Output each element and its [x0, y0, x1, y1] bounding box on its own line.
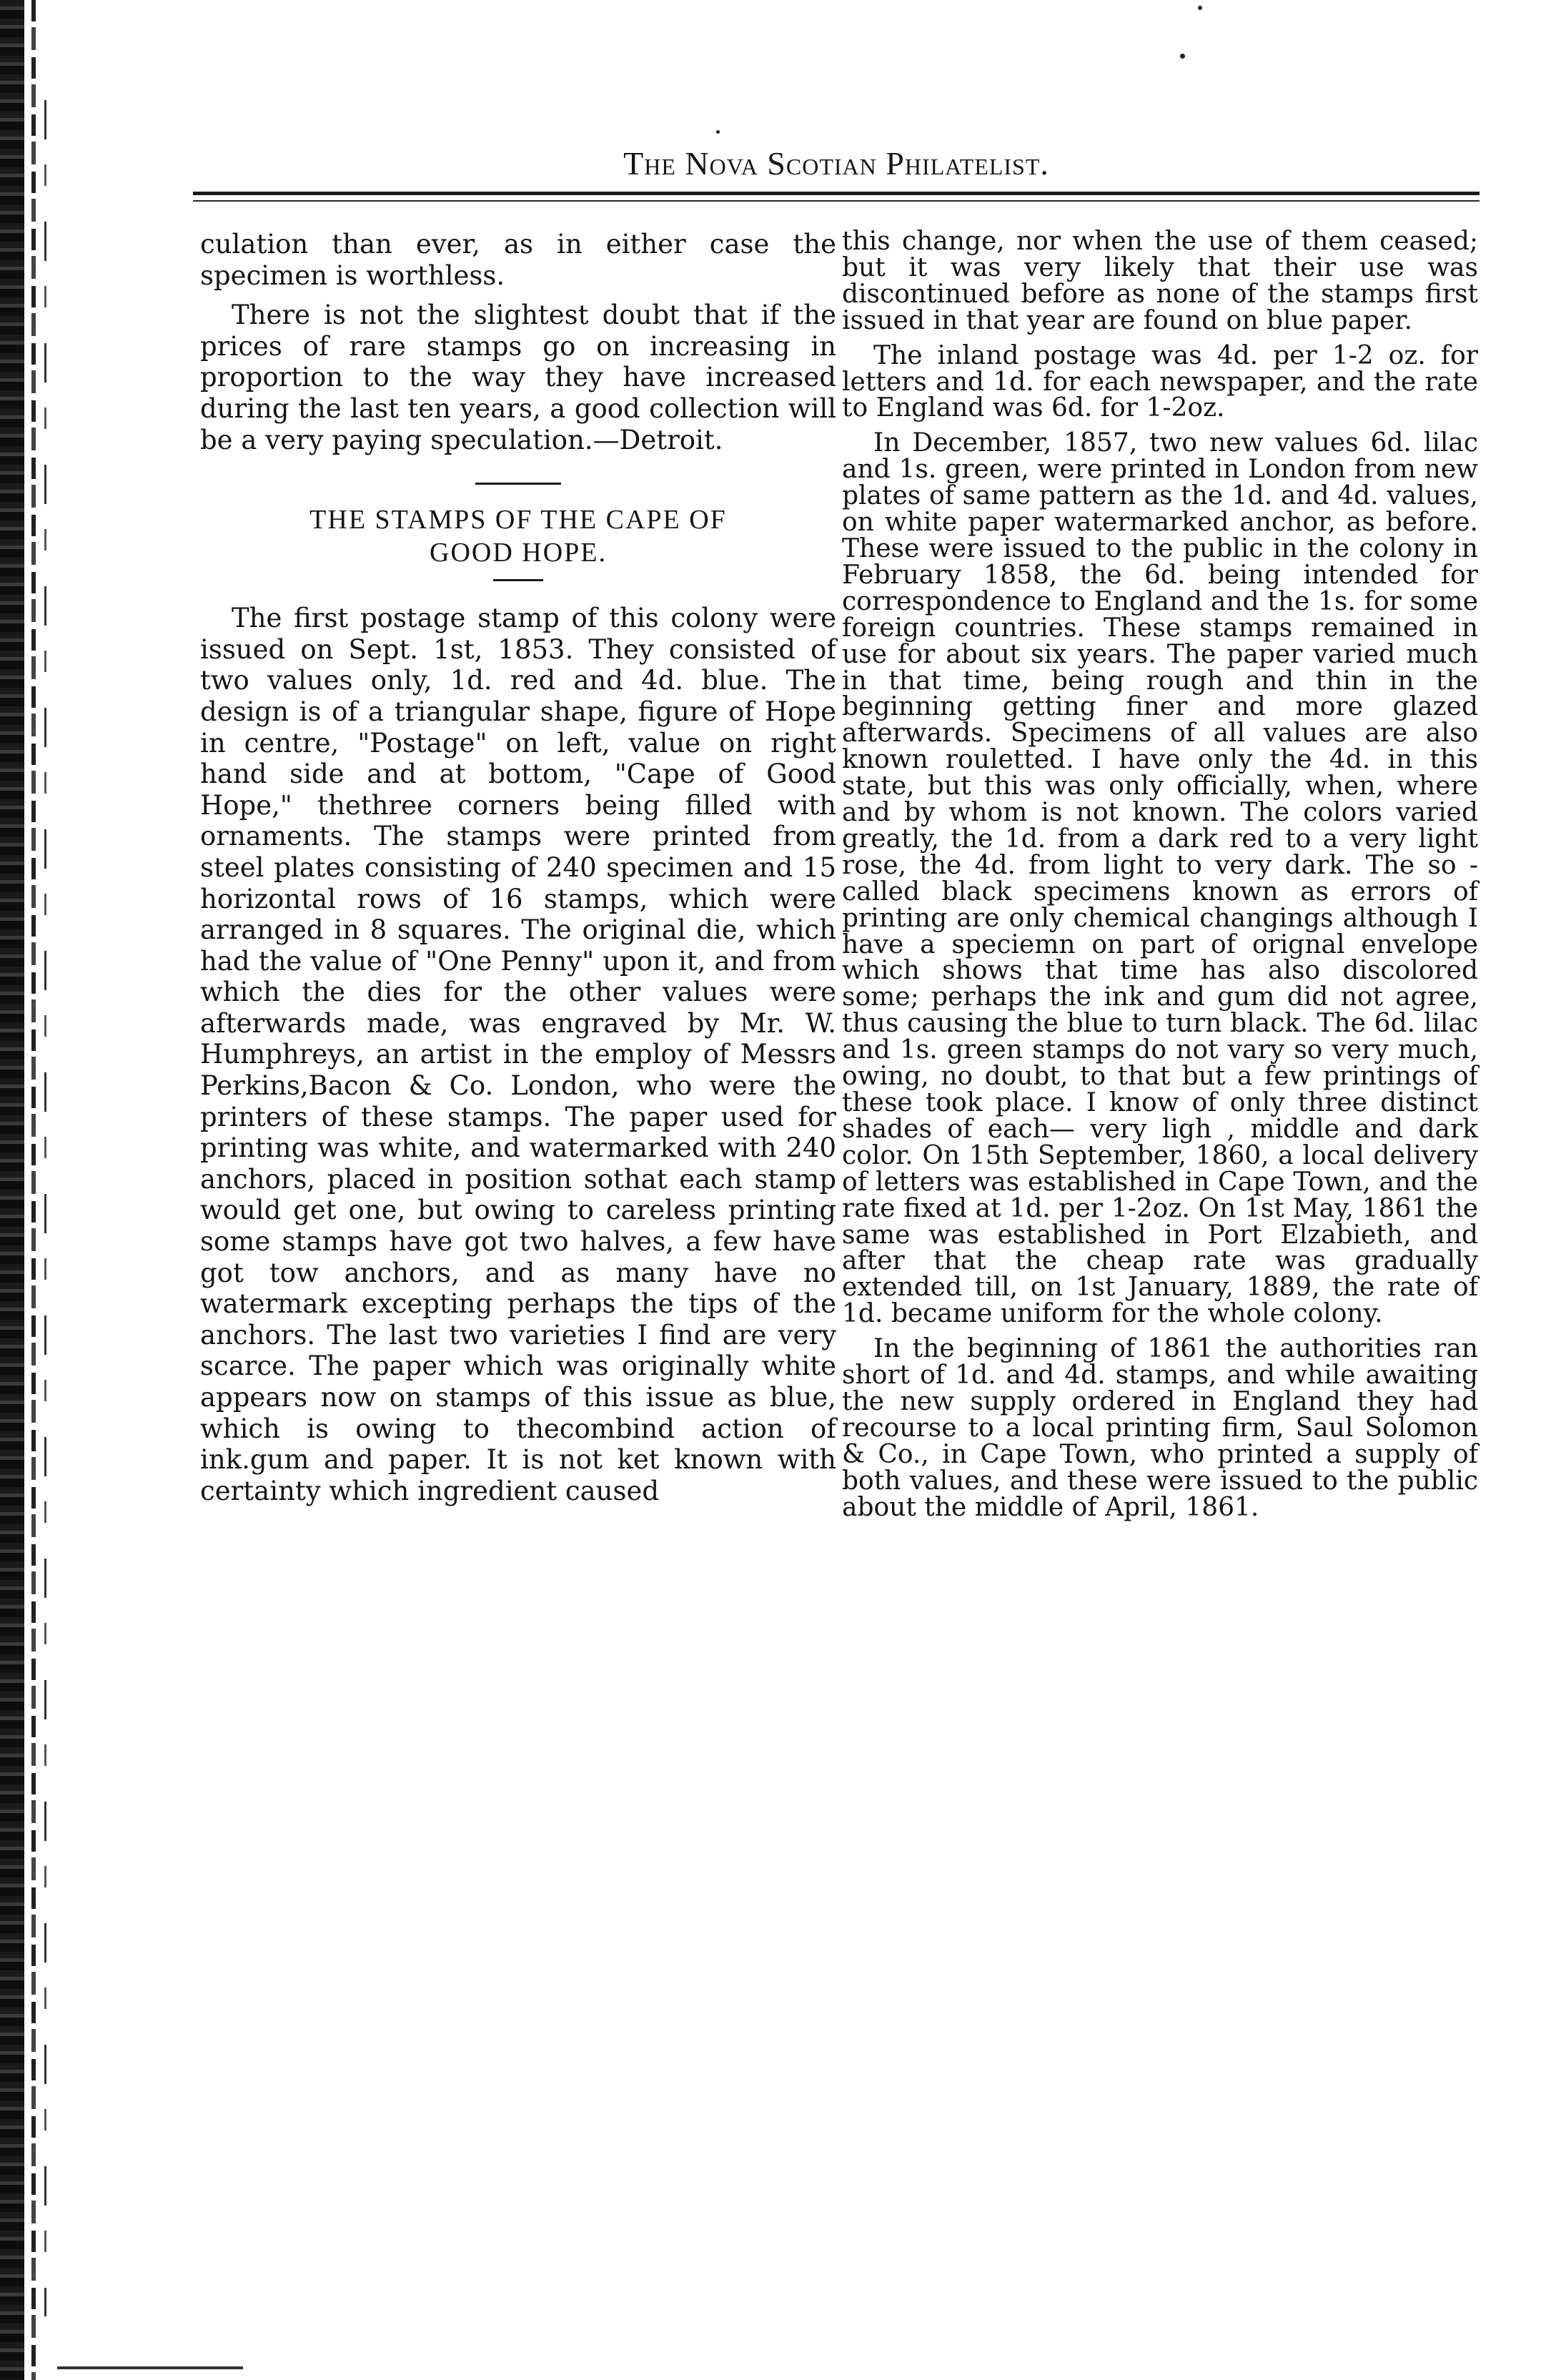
section-divider	[475, 483, 561, 485]
paragraph-continuation: culation than ever, as in either case the specimen is worthless.	[200, 229, 836, 291]
article-paragraph: The first postage stamp of this colony were issued on Sept. 1st, 1853. They consisted of two values only, 1d. red and 4d. blue. The design is of a triangular shape, figure of Hope in centre, "Postage" on left, value on right hand side and at bottom, "Cape of Good Hope," thethree corners being filled with ornaments. The stamps were printed from steel plates consisting of 240 specimen and 15 horizontal rows of 16 stamps, which were arranged in 8 squares. The original die, which had the value of "One Penny" upon it, and from which the dies for the other values were afterwards made, was engraved by Mr. W. Humphreys, an artist in the employ of Messrs Perkins,Bacon & Co. London, who were the printers of these stamps. The paper used for printing was white, and watermarked with 240 anchors, placed in position sothat each stamp would get one, but owing to careless printing some stamps have got two halves, a few have got tow anchors, and as many have no watermark excepting perhaps the tips of the anchors. The last two varieties I find are very scarce. The paper which was originally white appears now on stamps of this issue as blue, which is owing to thecombind action of ink.gum and paper. It is not ket known with certainty which ingredient caused	[200, 603, 836, 1506]
page-header	[193, 130, 1480, 209]
article-title-line-2: GOOD HOPE.	[430, 538, 607, 568]
right-column	[842, 229, 1478, 1530]
scan-speck	[1198, 6, 1202, 10]
article-paragraph: In the beginning of 1861 the authorities ran short of 1d. and 4d. stamps, and while awaiting the new supply ordered in England they had recourse to a local printing firm, Saul Solomon & Co., in Cape Town, who printed a supply of both values, and these were issued to the public about the middle of April, 1861.	[842, 1334, 1478, 1522]
article-paragraph: The inland postage was 4d. per 1-2 oz. for letters and 1d. for each newspaper, and the rate to England was 6d. for 1-2oz.	[842, 340, 1478, 423]
scan-footer-mark	[57, 2366, 243, 2369]
header-rule-thick	[193, 192, 1480, 195]
title-divider	[493, 579, 543, 581]
running-head: The Nova Scotian Philatelist.	[623, 145, 1049, 182]
article-title	[200, 503, 836, 569]
header-rule-thin	[193, 200, 1480, 202]
article-title-line-1: THE STAMPS OF THE CAPE OF	[309, 505, 727, 535]
scan-speck	[1180, 54, 1185, 59]
page-binding-edge-shadow	[31, 0, 36, 2380]
page-binding-edge	[0, 0, 24, 2380]
left-column	[200, 229, 836, 1515]
paragraph-detroit: There is not the slightest doubt that if the prices of rare stamps go on increasing in proportion to the way they have increased during the last ten years, a good collection will be a very paying speculation.—Detroit.	[200, 300, 836, 455]
article-paragraph: this change, nor when the use of them ceased; but it was very likely that their use was discontinued before as none of the stamps first issued in that year are found on blue paper.	[842, 227, 1478, 335]
page-binding-edge-scratch	[44, 100, 46, 2316]
article-paragraph: In December, 1857, two new values 6d. lilac and 1s. green, were printed in London from new plates of same pattern as the 1d. and 4d. values, on white paper watermarked anchor, as before. These were issued to the public in the colony in February 1858, the 6d. being intended for correspondence to England and the 1s. for some foreign countries. These stamps remained in use for about six years. The paper varied much in that time, being rough and thin in the beginning getting finer and more glazed afterwards. Specimens of all values are also known rouletted. I have only the 4d. in this state, but this was only officially, when, where and by whom is not known. The colors varied greatly, the 1d. from a dark red to a very light rose, the 4d. from light to very dark. The so - called black specimens known as errors of printing are only chemical changings although I have a speciemn on part of orignal envelope which shows that time has also discolored some; perhaps the ink and gum did not agree, thus causing the blue to turn black. The 6d. lilac and 1s. green stamps do not vary so very much, owing, no doubt, to that but a few printings of these took place. I know of only three distinct shades of each— very ligh , middle and dark color. On 15th September, 1860, a local delivery of letters was established in Cape Town, and the rate fixed at 1d. per 1-2oz. On 1st May, 1861 the same was established in Port Elzabieth, and after that the cheap rate was gradually extended till, on 1st January, 1889, the rate of 1d. became uniform for the whole colony.	[842, 428, 1478, 1329]
